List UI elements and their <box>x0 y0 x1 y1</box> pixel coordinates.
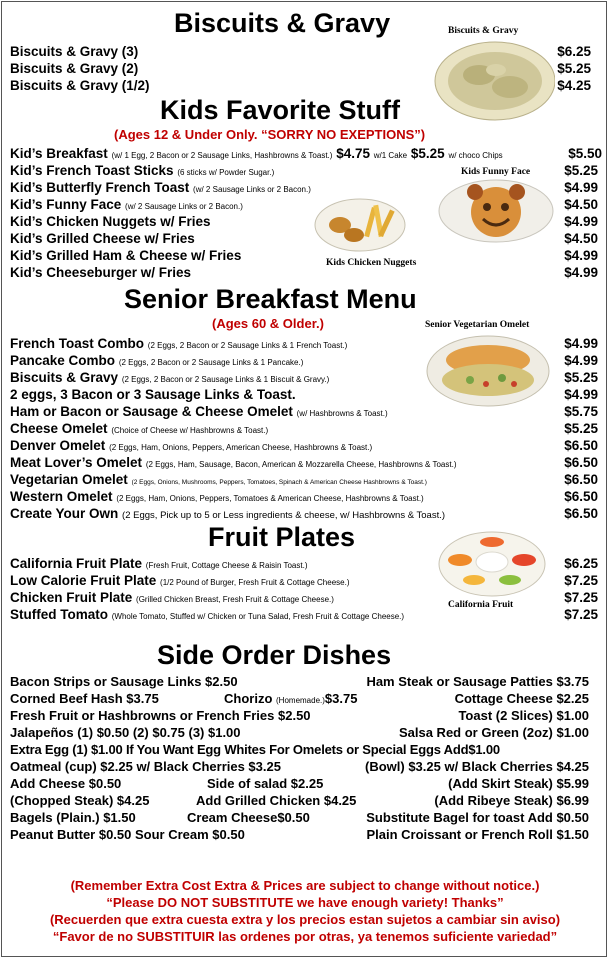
side-ribeye-steak: (Add Ribeye Steak) $6.99 <box>434 793 589 808</box>
senior-item-3 <box>10 369 598 386</box>
side-grilled-chicken: Add Grilled Chicken $4.25 <box>196 793 357 808</box>
item-price: $6.50 <box>564 506 598 521</box>
item-name: Kid’s Grilled Cheese w/ Fries <box>10 231 195 246</box>
fruit-item-1 <box>10 555 598 572</box>
item-price: $5.25 <box>557 61 591 76</box>
item-price: $7.25 <box>564 573 598 588</box>
biscuits-item-1 <box>10 43 591 60</box>
item-price: $7.25 <box>564 590 598 605</box>
side-peanut-sour-cream: Peanut Butter $0.50 Sour Cream $0.50 <box>10 827 245 842</box>
biscuits-title: Biscuits & Gravy <box>174 8 391 38</box>
side-ham-steak: Ham Steak or Sausage Patties $3.75 <box>366 674 589 689</box>
side-oatmeal-cup: Oatmeal (cup) $2.25 w/ Black Cherries $3.25 <box>10 759 281 774</box>
senior-item-11 <box>10 505 598 522</box>
item-name: Biscuits & Gravy (3) <box>10 44 139 59</box>
footer-note-1: (Remember Extra Cost Extra & Prices are subject to change without notice.) <box>70 878 540 893</box>
side-corned-beef: Corned Beef Hash $3.75 <box>10 691 159 706</box>
kids-item-1 <box>10 162 598 179</box>
item-description: (w/ 2 Sausage Links or 2 Bacon.) <box>125 202 243 211</box>
item-price: $4.99 <box>564 180 598 195</box>
item-name: Kid’s Breakfast <box>10 146 108 161</box>
side-fruit-hashbrowns-fries: Fresh Fruit or Hashbrowns or French Fries $2.50 <box>10 708 311 723</box>
kids-item-5 <box>10 230 598 247</box>
item-name: French Toast Combo <box>10 336 145 351</box>
item-price: $6.50 <box>564 455 598 470</box>
fruit-item-3 <box>10 589 598 606</box>
item-price: $5.75 <box>564 404 598 419</box>
item-price: $6.50 <box>564 489 598 504</box>
item-price: $4.50 <box>564 197 598 212</box>
item-name: Create Your Own <box>10 506 119 521</box>
item-price: $5.25 <box>564 370 598 385</box>
footer-note-4: “Favor de no SUBSTITUIR las ordenes por otras, ya tenemos suficiente variedad” <box>52 929 558 944</box>
item-name: Kid’s Cheeseburger w/ Fries <box>10 265 192 280</box>
item-name: Biscuits & Gravy <box>10 370 119 385</box>
item-name: 2 eggs, 3 Bacon or 3 Sausage Links & Toast. <box>10 387 296 402</box>
item-description: (Fresh Fruit, Cottage Cheese & Raisin Toast.) <box>145 561 308 570</box>
fruit-photo-caption: California Fruit <box>448 600 514 610</box>
side-jalapenos: Jalapeños (1) $0.50 (2) $0.75 (3) $1.00 <box>10 725 241 740</box>
item-description: (2 Eggs, Ham, Onions, Peppers, Tomatoes & American Cheese, Hashbrowns & Toast.) <box>116 494 424 503</box>
senior-item-4 <box>10 386 598 403</box>
item-price: $4.99 <box>564 353 598 368</box>
side-chopped-steak: (Chopped Steak) $4.25 <box>10 793 150 808</box>
item-price: $4.99 <box>564 387 598 402</box>
item-price: $6.25 <box>557 44 591 59</box>
item-name: Stuffed Tomato <box>10 607 108 622</box>
item-description: (2 Eggs, Ham, Sausage, Bacon, American & Mozzarella Cheese, Hashbrowns & Toast.) <box>145 460 457 469</box>
fruit-item-4 <box>10 606 598 623</box>
item-option: w/1 Cake <box>373 151 408 160</box>
item-description: (w/ Hashbrowns & Toast.) <box>296 409 388 418</box>
item-name: Denver Omelet <box>10 438 106 453</box>
biscuits-item-2 <box>10 60 591 77</box>
item-price: $6.50 <box>564 472 598 487</box>
item-name: Low Calorie Fruit Plate <box>10 573 157 588</box>
senior-item-6 <box>10 420 598 437</box>
side-bacon-sausage: Bacon Strips or Sausage Links $2.50 <box>10 674 238 689</box>
side-bagels: Bagels (Plain.) $1.50 <box>10 810 136 825</box>
senior-item-1 <box>10 335 598 352</box>
item-name: Kid’s Chicken Nuggets w/ Fries <box>10 214 211 229</box>
item-option: w/ choco Chips <box>448 151 503 160</box>
item-name: Kid’s Funny Face <box>10 197 122 212</box>
kids-item-7 <box>10 264 598 281</box>
senior-item-7 <box>10 437 598 454</box>
item-price: $5.50 <box>568 146 602 161</box>
item-description: (2 Eggs, Ham, Onions, Peppers, American Cheese, Hashbrowns & Toast.) <box>109 443 373 452</box>
item-price: $4.99 <box>564 214 598 229</box>
item-name: Biscuits & Gravy (2) <box>10 61 139 76</box>
kids-item-4 <box>10 213 598 230</box>
item-price: $5.25 <box>564 421 598 436</box>
kids-breakfast-row <box>10 145 602 162</box>
senior-item-10 <box>10 488 598 505</box>
item-price: $4.25 <box>557 78 591 93</box>
side-cream-cheese: Cream Cheese$0.50 <box>187 810 310 825</box>
item-price: $4.99 <box>564 265 598 280</box>
fruit-item-2 <box>10 572 598 589</box>
chorizo-price: $3.75 <box>324 691 358 706</box>
senior-title: Senior Breakfast Menu <box>124 284 417 314</box>
senior-age-note: (Ages 60 & Older.) <box>212 316 324 331</box>
item-description: (2 Eggs, Pick up to 5 or Less ingredients & cheese, w/ Hashbrowns & Toast.) <box>122 510 446 521</box>
item-price: $4.75 <box>336 146 370 161</box>
item-description: (1/2 Pound of Burger, Fresh Fruit & Cottage Cheese.) <box>160 578 350 587</box>
item-price: $6.50 <box>564 438 598 453</box>
item-description: (6 sticks w/ Powder Sugar.) <box>177 168 275 177</box>
item-description: (w/ 1 Egg, 2 Bacon or 2 Sausage Links, Hashbrowns & Toast.) <box>111 151 333 160</box>
footer-note-3: (Recuerden que extra cuesta extra y los precios estan sujetos a cambiar sin aviso) <box>49 912 561 927</box>
item-price: $4.99 <box>564 248 598 263</box>
biscuits-item-3 <box>10 77 591 94</box>
side-toast: Toast (2 Slices) $1.00 <box>458 708 589 723</box>
senior-item-5 <box>10 403 598 420</box>
chorizo-note: (Homemade.) <box>276 696 325 705</box>
item-name: Ham or Bacon or Sausage & Cheese Omelet <box>10 404 293 419</box>
side-substitute-bagel: Substitute Bagel for toast Add $0.50 <box>366 810 589 825</box>
item-price: $6.25 <box>564 556 598 571</box>
item-description: (w/ 2 Sausage Links or 2 Bacon.) <box>193 185 311 194</box>
item-price: $4.50 <box>564 231 598 246</box>
item-description: (2 Eggs, 2 Bacon or 2 Sausage Links & 1 Biscuit & Gravy.) <box>121 375 330 384</box>
sides-title: Side Order Dishes <box>157 640 392 670</box>
item-description: (Grilled Chicken Breast, Fresh Fruit & Cottage Cheese.) <box>136 595 334 604</box>
item-price: $5.25 <box>564 163 598 178</box>
side-cottage-cheese: Cottage Cheese $2.25 <box>454 691 589 706</box>
senior-item-2 <box>10 352 598 369</box>
item-price: $7.25 <box>564 607 598 622</box>
kids-age-note: (Ages 12 & Under Only. “SORRY NO EXEPTIONS”) <box>114 127 426 142</box>
kids-item-6 <box>10 247 598 264</box>
side-oatmeal-bowl: (Bowl) $3.25 w/ Black Cherries $4.25 <box>365 759 589 774</box>
item-name: Chicken Fruit Plate <box>10 590 133 605</box>
item-name: Western Omelet <box>10 489 113 504</box>
side-extra-egg: Extra Egg (1) $1.00 If You Want Egg Whites For Omelets or Special Eggs Add$1.00 <box>10 742 500 757</box>
side-salsa: Salsa Red or Green (2oz) $1.00 <box>398 725 589 740</box>
item-description: (2 Eggs, 2 Bacon or 2 Sausage Links & 1 Pancake.) <box>118 358 304 367</box>
menu-page <box>1 1 607 957</box>
chorizo-label: Chorizo <box>224 691 273 706</box>
footer-note-2: “Please DO NOT SUBSTITUTE we have enough variety! Thanks” <box>106 895 504 910</box>
item-name: Meat Lover’s Omelet <box>10 455 143 470</box>
senior-item-8 <box>10 454 598 471</box>
item-name: Biscuits & Gravy (1/2) <box>10 78 150 93</box>
item-price: $5.25 <box>410 146 445 161</box>
item-name: California Fruit Plate <box>10 556 143 571</box>
side-skirt-steak: (Add Skirt Steak) $5.99 <box>448 776 589 791</box>
side-salad: Side of salad $2.25 <box>207 776 324 791</box>
kids-title: Kids Favorite Stuff <box>160 95 401 125</box>
kids-item-2 <box>10 179 598 196</box>
item-name: Kid’s Butterfly French Toast <box>10 180 190 195</box>
item-name: Cheese Omelet <box>10 421 108 436</box>
side-add-cheese: Add Cheese $0.50 <box>10 776 122 791</box>
item-description: (Choice of Cheese w/ Hashbrowns & Toast.) <box>111 426 269 435</box>
item-name: Vegetarian Omelet <box>10 472 128 487</box>
item-description: (Whole Tomato, Stuffed w/ Chicken or Tuna Salad, Fresh Fruit & Cottage Cheese.) <box>111 612 405 621</box>
side-croissant-roll: Plain Croissant or French Roll $1.50 <box>366 827 589 842</box>
item-name: Kid’s Grilled Ham & Cheese w/ Fries <box>10 248 242 263</box>
item-name: Kid’s French Toast Sticks <box>10 163 174 178</box>
item-name: Pancake Combo <box>10 353 116 368</box>
nuggets-caption: Kids Chicken Nuggets <box>326 258 417 268</box>
item-description: (2 Eggs, Onions, Mushrooms, Peppers, Tomatoes, Spinach & American Cheese Hashbrowns & Toast.) <box>131 479 427 486</box>
biscuits-photo-caption: Biscuits & Gravy <box>448 26 519 36</box>
senior-item-9 <box>10 471 598 488</box>
item-description: (2 Eggs, 2 Bacon or 2 Sausage Links & 1 French Toast.) <box>147 341 348 350</box>
omelet-photo-caption: Senior Vegetarian Omelet <box>425 320 530 330</box>
funny-face-caption: Kids Funny Face <box>461 167 531 177</box>
fruit-title: Fruit Plates <box>208 522 356 552</box>
kids-item-3 <box>10 196 598 213</box>
item-price: $4.99 <box>564 336 598 351</box>
